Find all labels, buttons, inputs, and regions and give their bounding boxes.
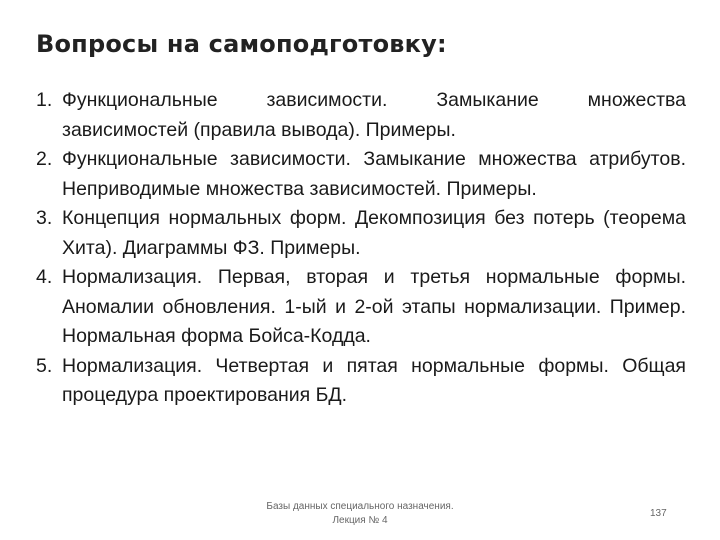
question-number: 3. [36,207,53,229]
list-item [36,352,686,411]
slide-footer [240,500,480,528]
question-text: Концепция нормальных форм. Декомпозиция без потерь (теорема Хита). Диаграммы ФЗ. Примеры. [62,207,686,259]
list-item [36,204,686,263]
question-list [36,86,686,411]
list-item [36,86,686,145]
question-number: 4. [36,266,53,288]
list-item [36,145,686,204]
question-number: 1. [36,89,53,111]
question-number: 5. [36,354,53,377]
slide-title: Вопросы на самоподготовку: [36,30,447,58]
footer-lecture-number: Лекция № 4 [332,515,388,526]
question-text: Функциональные зависимости. Замыкание множества атрибутов. Неприводимые множества зависимостей. Примеры. [62,148,686,200]
footer-course-title: Базы данных специального назначения. [266,501,454,512]
list-item [36,263,686,352]
question-text: Функциональные зависимости. Замыкание множества зависимостей (правила вывода). Примеры. [62,89,686,141]
question-number: 2. [36,148,53,170]
question-text: Нормализация. Первая, вторая и третья нормальные формы. Аномалии обновления. 1-ый и 2-ой этапы нормализации. Пример. Нормальная форма Бойса-Кодда. [62,266,686,347]
page-number: 137 [650,508,667,519]
question-text: Нормализация. Четвертая и пятая нормальные формы. Общая процедура проектирования БД. [62,354,686,406]
